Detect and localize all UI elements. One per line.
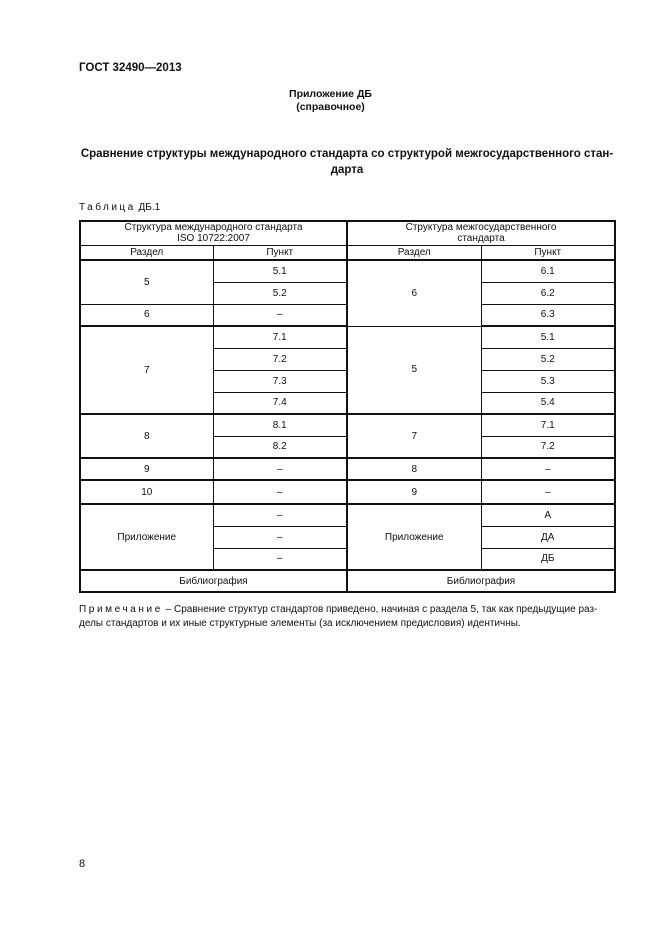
inter-section-cell: 5	[347, 326, 481, 414]
table-label	[79, 202, 160, 213]
intl-section-cell: 7	[80, 326, 213, 414]
table-subheader-row	[80, 245, 615, 260]
inter-item-cell: 6.2	[481, 282, 615, 304]
table-row	[80, 570, 615, 592]
section-title	[79, 146, 615, 178]
annex-heading	[0, 88, 661, 114]
table-row	[80, 480, 615, 504]
intl-item-cell: 8.1	[213, 414, 347, 436]
header-inter-line-2: стандарта	[457, 233, 505, 245]
table-label-prefix: Таблица	[79, 202, 136, 213]
table-row	[80, 414, 615, 436]
header-intl-item: Пункт	[213, 245, 347, 260]
intl-item-cell: –	[213, 548, 347, 570]
inter-item-cell: 6.1	[481, 260, 615, 282]
table-row	[80, 458, 615, 480]
header-inter-structure	[347, 221, 615, 245]
inter-section-cell: 7	[347, 414, 481, 458]
intl-item-cell: –	[213, 458, 347, 480]
intl-section-cell: 5	[80, 260, 213, 304]
table-row	[80, 260, 615, 282]
intl-item-cell: –	[213, 304, 347, 326]
header-inter-section: Раздел	[347, 245, 481, 260]
annex-subtitle: (справочное)	[296, 101, 365, 113]
inter-item-cell: 5.1	[481, 326, 615, 348]
table-note	[79, 603, 615, 631]
intl-item-cell: 7.2	[213, 348, 347, 370]
document-code: ГОСТ 32490—2013	[79, 62, 182, 74]
intl-section-cell: 10	[80, 480, 213, 504]
intl-section-cell: Приложение	[80, 504, 213, 570]
inter-item-cell: –	[481, 458, 615, 480]
intl-item-cell: 7.1	[213, 326, 347, 348]
inter-item-cell: 5.4	[481, 392, 615, 414]
inter-item-cell: 7.2	[481, 436, 615, 458]
inter-item-cell: 7.1	[481, 414, 615, 436]
note-text: – Сравнение структур стандартов приведено, начиная с раздела 5, так как предыдущие раз-делы стандартов и их иные структурные элементы (за исключением предисловия) идентичны.	[79, 604, 598, 629]
inter-section-cell: 6	[347, 260, 481, 326]
inter-item-cell: 6.3	[481, 304, 615, 326]
header-intl-section: Раздел	[80, 245, 213, 260]
header-intl-line-1: Структура международного стандарта	[124, 222, 303, 234]
comparison-table	[79, 220, 616, 593]
inter-item-cell: А	[481, 504, 615, 526]
annex-title: Приложение ДБ	[289, 88, 372, 100]
inter-item-cell: 5.3	[481, 370, 615, 392]
inter-item-cell: –	[481, 480, 615, 504]
page-number: 8	[79, 858, 86, 870]
table-row	[80, 326, 615, 348]
intl-section-cell: 8	[80, 414, 213, 458]
inter-section-cell: Приложение	[347, 504, 481, 570]
intl-item-cell: –	[213, 504, 347, 526]
intl-item-cell: 5.2	[213, 282, 347, 304]
intl-item-cell: 8.2	[213, 436, 347, 458]
header-intl-line-2: ISO 10722:2007	[177, 233, 250, 245]
intl-item-cell: –	[213, 480, 347, 504]
intl-item-cell: –	[213, 526, 347, 548]
intl-item-cell: 7.4	[213, 392, 347, 414]
inter-item-cell: ДБ	[481, 548, 615, 570]
intl-section-cell: 6	[80, 304, 213, 326]
inter-bibliography-cell: Библиография	[347, 570, 615, 592]
table-row	[80, 504, 615, 526]
section-title-line-1: Сравнение структуры международного стандарта со структурой межгосударственного стан-	[80, 148, 614, 160]
table-label-id: ДБ.1	[138, 202, 161, 213]
table-header-row	[80, 221, 615, 245]
intl-item-cell: 5.1	[213, 260, 347, 282]
header-inter-item: Пункт	[481, 245, 615, 260]
intl-item-cell: 7.3	[213, 370, 347, 392]
header-intl-structure	[80, 221, 347, 245]
inter-item-cell: 5.2	[481, 348, 615, 370]
note-label: Примечание	[79, 604, 163, 615]
inter-item-cell: ДА	[481, 526, 615, 548]
intl-bibliography-cell: Библиография	[80, 570, 347, 592]
header-inter-line-1: Структура межгосударственного	[405, 222, 557, 234]
inter-section-cell: 8	[347, 458, 481, 480]
section-title-line-2: дарта	[330, 164, 364, 176]
inter-section-cell: 9	[347, 480, 481, 504]
intl-section-cell: 9	[80, 458, 213, 480]
